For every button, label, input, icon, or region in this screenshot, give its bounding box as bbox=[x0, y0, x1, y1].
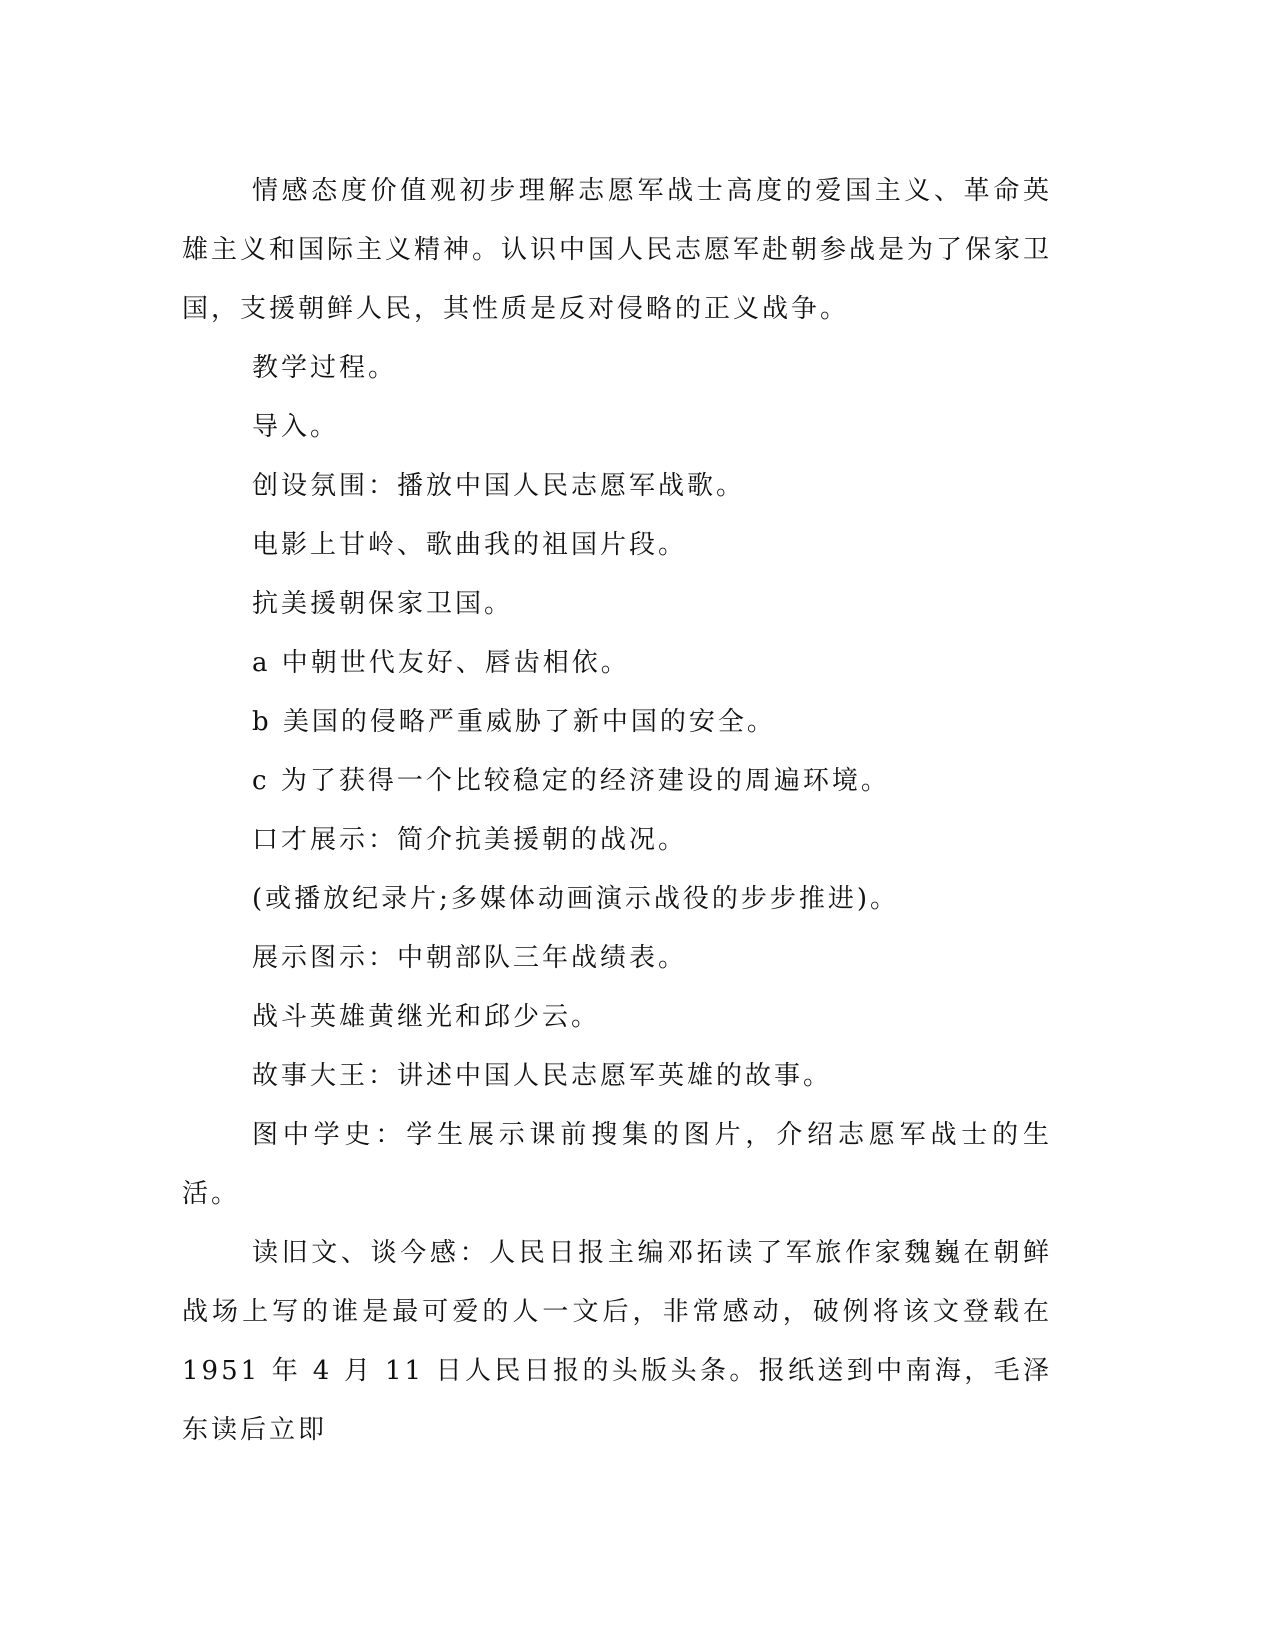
paragraph-history-pictures: 图中学史：学生展示课前搜集的图片，介绍志愿军战士的生活。 bbox=[182, 1120, 1052, 1209]
paragraph-old-text: 读旧文、谈今感：人民日报主编邓拓读了军旅作家魏巍在朝鲜战场上写的谁是最可爱的人一文后，非常感动，破例将该文登载在 1951 年 4 月 11 日人民日报的头版头条。报纸送到中南海，毛泽东读后立即 bbox=[182, 1238, 1052, 1445]
paragraph-resist-aid: 抗美援朝保家卫国。 bbox=[252, 589, 514, 619]
paragraph-introduction: 导入。 bbox=[252, 412, 340, 442]
paragraph-documentary: (或播放纪录片;多媒体动画演示战役的步步推进)。 bbox=[252, 884, 900, 914]
paragraph-objectives: 情感态度价值观初步理解志愿军战士高度的爱国主义、革命英雄主义和国际主义精神。认识中国人民志愿军赴朝参战是为了保家卫国，支援朝鲜人民，其性质是反对侵略的正义战争。 bbox=[182, 176, 1053, 324]
paragraph-reason-a: a 中朝世代友好、唇齿相依。 bbox=[252, 648, 630, 678]
paragraph-story-king: 故事大王：讲述中国人民志愿军英雄的故事。 bbox=[252, 1061, 833, 1091]
paragraph-film-song: 电影上甘岭、歌曲我的祖国片段。 bbox=[252, 530, 688, 560]
paragraph-reason-b: b 美国的侵略严重威胁了新中国的安全。 bbox=[252, 707, 776, 737]
paragraph-atmosphere: 创设氛围：播放中国人民志愿军战歌。 bbox=[252, 471, 746, 501]
paragraph-reason-c: c 为了获得一个比较稳定的经济建设的周遍环境。 bbox=[252, 766, 890, 796]
paragraph-teaching-process: 教学过程。 bbox=[252, 353, 398, 383]
paragraph-heroes: 战斗英雄黄继光和邱少云。 bbox=[252, 1002, 601, 1032]
document-body bbox=[182, 162, 1052, 1460]
paragraph-eloquence: 口才展示：简介抗美援朝的战况。 bbox=[252, 825, 688, 855]
paragraph-diagram: 展示图示：中朝部队三年战绩表。 bbox=[252, 943, 688, 973]
